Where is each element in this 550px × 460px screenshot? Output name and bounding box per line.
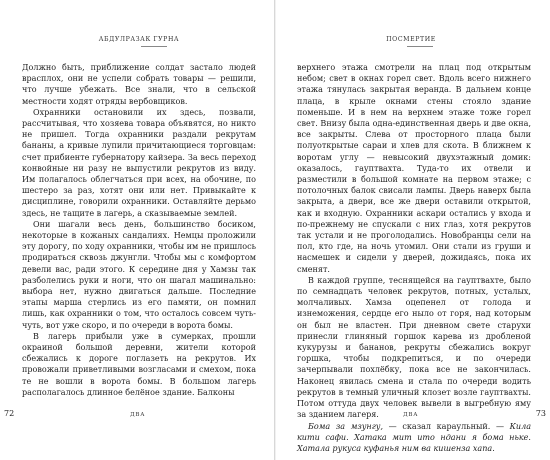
left-paragraph-4: В лагерь прибыли уже в сумерках, прошли окраиной большой деревни, жители которой сбежались к дороге поглазеть на рекрутов. Их провожали приветливыми возгласами и смехом, пока те не вошли в ворота бомы. В большом лагерь располагалось длинное белёное здание. Балконы: [22, 331, 256, 397]
dialogue-italic-1: Бома за мзунгу,: [308, 421, 384, 431]
left-footer-section: ДВА: [130, 412, 146, 418]
right-page-number: 73: [535, 409, 546, 418]
right-paragraph-1: верхнего этажа смотрели на плац под открытым небом; свет в окнах горел свет. Вдоль всего нижнего этажа тянулась закрытая веранда. В дальнем конце плаца, в крыле окнами стены стояло здание поменьше. И в нем на верхнем этаже тоже горел свет. Внизу была одна-единственная дверь и две окна, все закрыты. Слева от просторного плаца были полуоткрытые сараи и хлев для скота. В ближнем к воротам углу — невысокий двухэтажный домик: оказалось, гауптвахта. Туда-то их отвели и разместили в большой комнате на первом этаже; с потолочных балок свисали лампы. Дверь наверх была закрыта, а двери, все же двери оставили открытой, как и входную. Охранники аскари остались у входа и по-прежнему не спускали с них глаз, хотя рекрутов так устали и не проголодались. Новобранцы сели на пол, кто где, на ночь утомил. Они стали из груши и насмешек и сидели у дверей, дожидаясь, пока их сменят.: [297, 63, 531, 274]
right-head-rule: [407, 46, 433, 47]
right-running-head: ПОСМЕРТИЕ: [386, 36, 436, 43]
right-paragraph-2: В каждой группе, теснящейся на гауптвахте, было по семнадцать человек рекрутов, потных, усталых, молчаливых. Хамза оцепенел от голода и изнеможения, сердце его ныло от горя, над которым он был не властен. При дневном свете старухи принесли глиняный горшок карева из дробленой кукурузы и бананов, рекруты сбежались вокруг горшка, чтобы подкрепиться, и по очереди зачерпывали похлёбку, пока все не закончилась. Наконец явилась смена и стала по очереди водить рекрутов в темный уличный клозет возле гауптвахты. Потом оттуда двух человек вывели в выгребную яму за зданием лагеря.: [297, 275, 531, 420]
right-page: [275, 0, 550, 460]
left-paragraph-1: Должно быть, приближение солдат застало людей врасплох, они не успели собрать товары — решили, что лучше убежать. Все знали, что в сельской местности ходят отряды вербовщиков.: [22, 63, 256, 106]
left-head-rule: [141, 46, 167, 47]
right-dialogue: [297, 421, 531, 455]
dialogue-plain-1: — сказал караульный. —: [383, 421, 505, 431]
right-body-text: [297, 62, 531, 454]
left-paragraph-2: Охранники остановили их здесь, позвали, рассчитывая, что хозяева товара объявятся, но никто не пришел. Тогда охранники раздали рекрутам бананы, а кривые лупили причитающиеся торговцам: счет прибиенте губернатору кайзера. За весь переход конвойные ни разу не выпустили рекрутов из виду. Им полагалось облегчаться при всех, на обочине, по шестеро за раз, хотят они или нет. Привыкайте к дисциплине, говорили охранники. Оставляйте дерьмо здесь, не тащите в лагерь, а сказываемые землей.: [22, 107, 256, 218]
left-paragraph-3: Они шагали весь день, большинство босиком, некоторые в кожаных сандалиях. Немцы проложили эту дорогу, по ходу охранники, чтобы им не пришлось продираться сквозь джунгли. Чтобы мы с комфортом девели вас, ради этого. К середине дня у Хамзы так разболелись руки и ноги, что он шагал машинально: выбора нет, нужно двигаться дальше. Последние этапы марша стерлись из его памяти, он помнил лишь, как охранники о том, что осталось совсем чуть-чуть, вот уже скоро, и по очереди в ворота бомы.: [22, 219, 256, 330]
left-body-text: [22, 62, 256, 398]
left-page-number: 72: [4, 409, 15, 418]
right-footer-section: ДВА: [403, 412, 419, 418]
left-running-head: АБДУЛРАЗАК ГУРНА: [98, 36, 180, 43]
dialogue-italic-2: Кила китu сафи. Хатака мит ито ндани я бома ньке. Хатала рукуса куфанья ним ва кишенза хапа.: [297, 421, 532, 453]
